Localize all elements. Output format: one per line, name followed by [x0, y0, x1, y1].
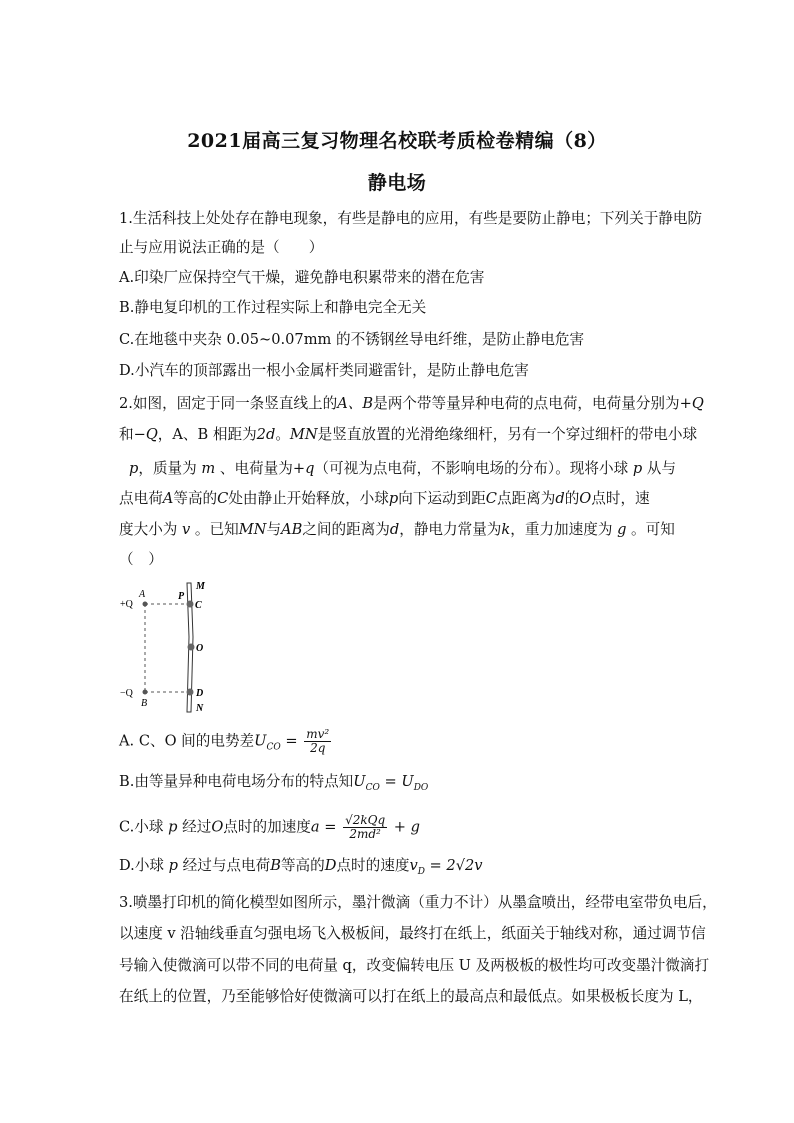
q2-a-denominator: 2q: [310, 741, 326, 755]
q2-d-p: p: [168, 857, 178, 874]
q1-option-c: C.在地毯中夹杂 0.05~0.07mm 的不锈钢丝导电纤维，是防止静电危害: [119, 331, 585, 348]
q1-option-d: D.小汽车的顶部露出一根小金属杆类同避雷针，是防止静电危害: [119, 362, 529, 379]
q2-c-mid: 经过: [182, 818, 212, 836]
q2-var: d: [555, 490, 565, 507]
q2-d-b: B: [270, 857, 281, 874]
q2-text: ，质量为: [138, 460, 197, 477]
q2-var: q: [305, 460, 315, 477]
q2-var: AB: [281, 521, 303, 538]
page-subtitle: 静电场: [367, 172, 427, 194]
q2-option-c: [119, 814, 420, 841]
q2-text: 点距离为: [496, 490, 556, 507]
label-m: M: [196, 581, 205, 592]
q2-c-o: O: [211, 818, 224, 836]
q1-option-b: B.静电复印机的工作过程实际上和静电完全无关: [119, 299, 427, 316]
q2-stem-line-5: [119, 520, 675, 540]
q2-text: 点电荷: [119, 490, 163, 507]
q2-text: 与: [266, 521, 282, 538]
q2-d-v: v: [409, 857, 418, 874]
q2-text: 度大小为: [119, 521, 178, 538]
label-p: P: [178, 591, 185, 602]
q3-line-3: 号输入使微滴可以带不同的电荷量 q，改变偏转电压 U 及两极板的极性均可改变墨汁微滴打: [119, 957, 710, 974]
q2-c-prefix: C.小球: [119, 818, 164, 836]
q2-var: m: [201, 460, 216, 477]
q2-a-fraction: [304, 728, 331, 755]
q2-d-prefix: D.小球: [119, 857, 165, 874]
q2-text: 和−: [119, 426, 146, 443]
q2-var: MN: [238, 521, 267, 538]
q2-text: 从与: [646, 460, 676, 477]
q2-stem-line-1: [119, 394, 704, 414]
q1-stem-line-1: 1.生活科技上处处存在静电现象，有些是静电的应用，有些是要防止静电；下列关于静电防: [119, 210, 703, 227]
q2-text: ，重力加速度为: [510, 521, 613, 538]
q2-answer-bracket: （ ）: [119, 551, 163, 568]
q2-text: 向下运动到距: [398, 490, 486, 507]
label-plus-q: +Q: [120, 599, 133, 610]
q2-stem-line-2: [119, 425, 697, 445]
q2-text: ，A、B 相距为: [157, 426, 257, 443]
q2-var: p: [632, 460, 643, 477]
charge-a-dot: [143, 602, 148, 607]
q2-c-mid2: 点时的加速度: [223, 818, 311, 836]
q2-b-var1: U: [353, 773, 366, 790]
q2-text: 、电荷量为+: [219, 460, 306, 477]
q3-line-4: 在纸上的位置，乃至能够恰好使微滴可以打在纸上的最高点和最低点。如果极板长度为 L，: [119, 988, 703, 1005]
q2-var: 2d: [256, 426, 276, 443]
point-o-dot: [188, 644, 195, 651]
q2-d-mid: 经过与点电荷: [182, 857, 271, 874]
q2-var: p: [388, 490, 399, 507]
q2-d-sub: D: [417, 866, 425, 877]
q2-stem-line-4: [119, 489, 650, 509]
q3-line-2: 以速度 v 沿轴线垂直匀强电场飞入极板间，最终打在纸上，纸面关于轴线对称，通过调节信: [119, 925, 706, 942]
point-c-dot: [187, 601, 194, 608]
q2-a-eq: =: [280, 732, 303, 750]
q2-var: A、B: [337, 395, 374, 412]
q2-var: MN: [289, 426, 318, 443]
q2-var: C: [485, 490, 497, 507]
q2-var: v: [182, 521, 191, 538]
q1-stem-line-2: 止与应用说法正确的是（ ）: [119, 239, 324, 256]
q2-text: 。: [275, 426, 290, 443]
label-c: C: [195, 600, 202, 611]
q2-var: A: [162, 490, 174, 507]
q2-text: 的: [564, 490, 580, 507]
q2-var: O: [579, 490, 592, 507]
label-b: B: [141, 698, 148, 709]
label-a: A: [139, 589, 146, 600]
point-d-dot: [187, 689, 194, 696]
q2-var: Q: [145, 426, 158, 443]
charge-b-dot: [143, 690, 148, 695]
q2-option-b: [119, 772, 428, 798]
q2-var: d: [389, 521, 400, 538]
page-title: 2021届高三复习物理名校联考质检卷精编（8）: [187, 130, 607, 152]
q2-text: 2.如图，固定于同一条竖直线上的: [119, 395, 338, 412]
q2-c-fraction: [343, 814, 387, 841]
q2-text: 等高的: [173, 490, 218, 507]
q2-option-d: [119, 856, 483, 882]
label-o: O: [196, 643, 204, 654]
q2-var: C: [217, 490, 229, 507]
charge-rod-diagram: [117, 577, 217, 717]
q2-option-a: [119, 728, 333, 757]
q2-d-mid2: 等高的: [280, 857, 325, 874]
q2-d-mid3: 点时的速度: [336, 857, 410, 874]
q2-text: 点时，速: [591, 490, 650, 507]
q2-c-eq: =: [319, 818, 342, 836]
q2-text: 处由静止开始释放，小球: [228, 490, 389, 507]
q3-line-1: 3.喷墨打印机的简化模型如图所示，墨汁微滴（重力不计）从墨盒喷出，经带电室带负电后，: [119, 894, 717, 911]
q2-c-plus: + g: [389, 818, 421, 836]
q2-var: k: [501, 521, 511, 538]
q2-b-sub1: CO: [365, 782, 380, 793]
q2-text: （可视为点电荷，不影响电场的分布）。现将小球: [314, 460, 629, 477]
q2-a-prefix: A. C、O 间的电势差: [119, 732, 255, 750]
q2-b-eq: =: [379, 773, 402, 790]
q2-var: g: [617, 521, 627, 538]
q2-c-p: p: [168, 818, 178, 836]
q2-d-eq: = 2√2v: [424, 857, 483, 874]
q2-c-numerator: √2kQq: [345, 813, 386, 827]
label-n: N: [196, 703, 204, 714]
q2-text: 。可知: [631, 521, 675, 538]
q2-text: 。已知: [194, 521, 239, 538]
q2-b-sub2: DO: [413, 782, 429, 793]
q2-c-a: a: [310, 818, 320, 836]
label-minus-q: −Q: [120, 688, 133, 699]
label-d: D: [196, 688, 204, 699]
q2-b-var2: U: [401, 773, 414, 790]
q2-stem-line-3: [129, 459, 676, 479]
q2-a-numerator: mv²: [306, 727, 330, 741]
q2-text: ，静电力常量为: [399, 521, 502, 538]
q2-var: p: [129, 460, 139, 477]
q2-text: 是竖直放置的光滑绝缘细杆，另有一个穿过细杆的带电小球: [317, 426, 698, 443]
q2-var: Q: [691, 395, 704, 412]
q2-c-denominator: 2md²: [349, 827, 381, 841]
q2-a-var: U: [254, 732, 267, 750]
q2-d-d: D: [324, 857, 337, 874]
q1-option-a: A.印染厂应保持空气干燥，避免静电积累带来的潜在危害: [119, 269, 485, 286]
q2-text: 是两个带等量异种电荷的点电荷，电荷量分别为+: [373, 395, 692, 412]
q2-b-prefix: B.由等量异种电荷电场分布的特点知: [119, 773, 354, 790]
q2-a-sub: CO: [266, 742, 281, 753]
q2-text: 之间的距离为: [302, 521, 390, 538]
